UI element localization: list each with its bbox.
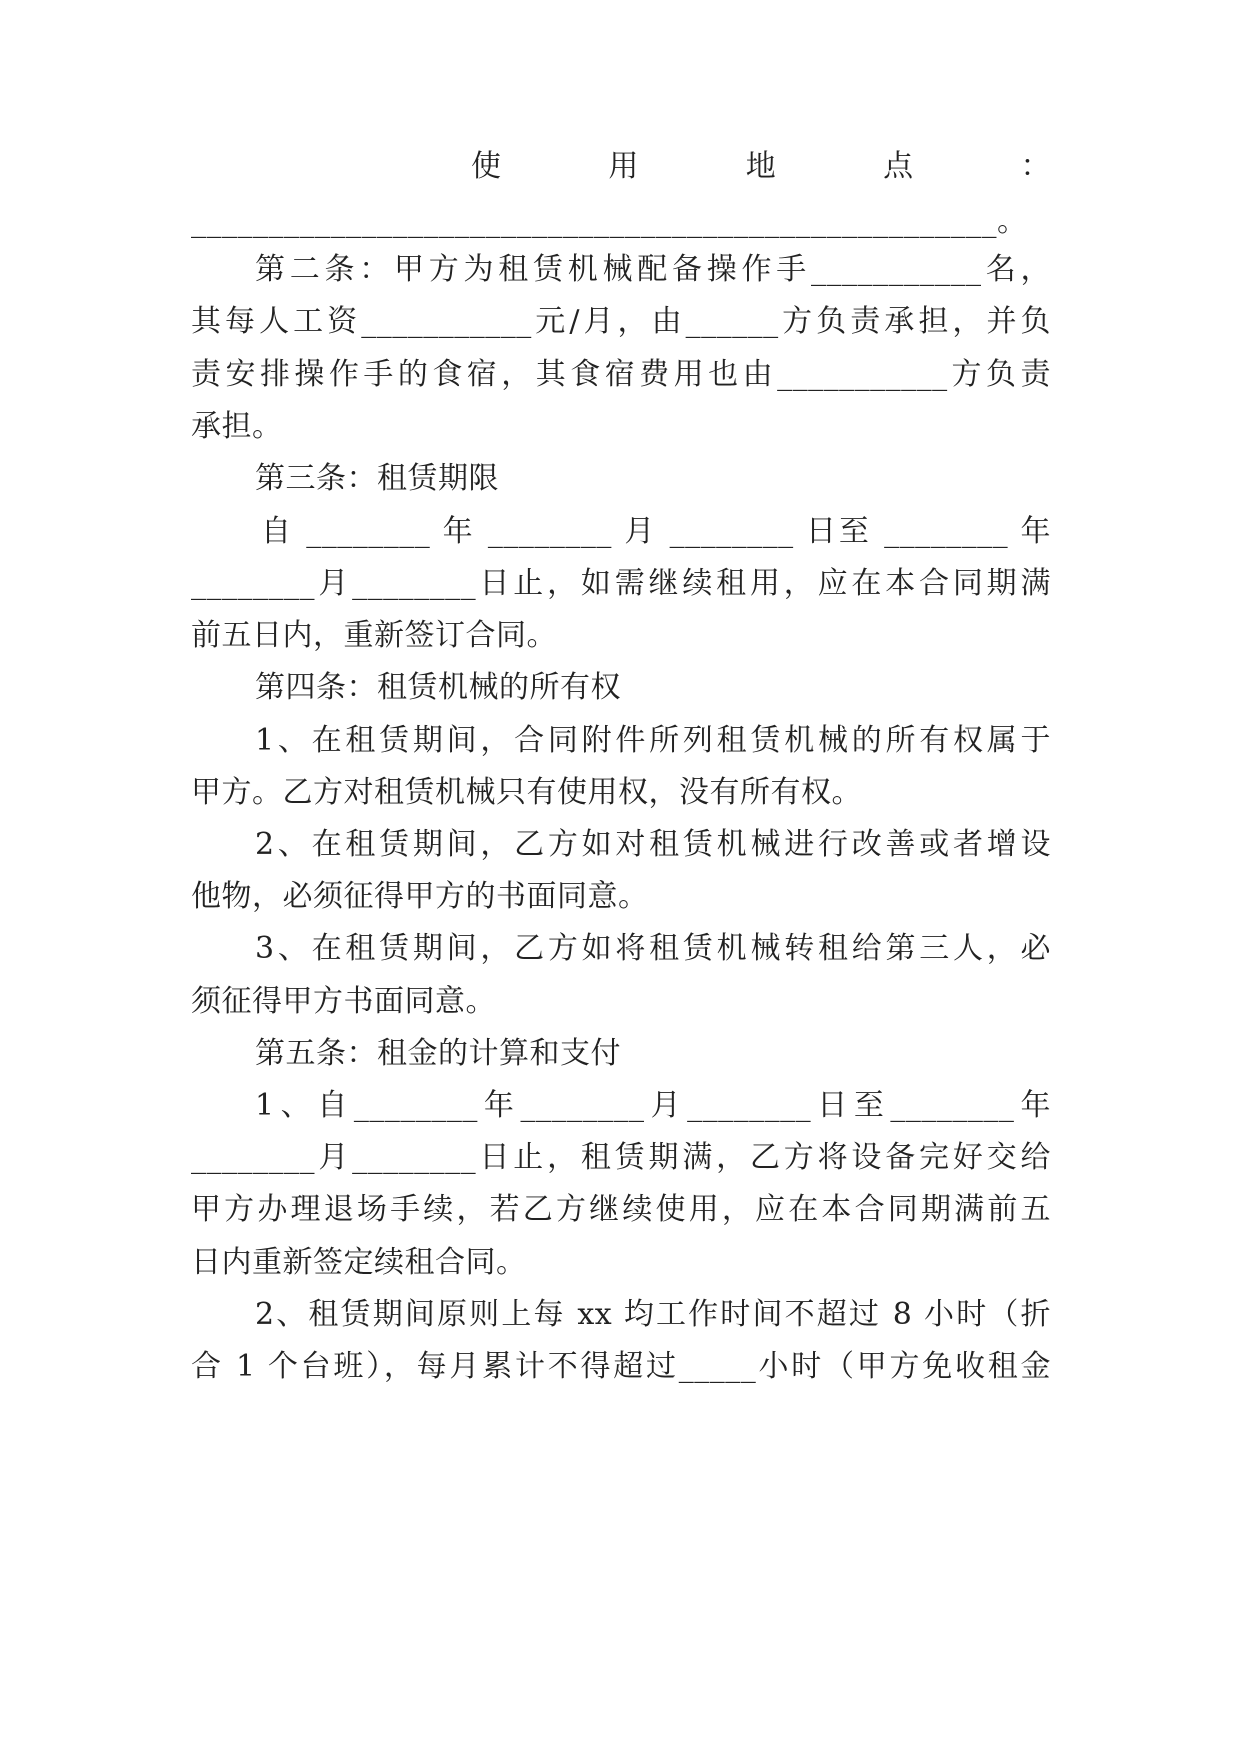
article-4-item-1-line-1: 1、在租赁期间，合同附件所列租赁机械的所有权属于 <box>255 723 1051 758</box>
article-4-item-2-line-1: 2、在租赁期间，乙方如对租赁机械进行改善或者增设 <box>255 827 1051 862</box>
article-4-heading: 第四条：租赁机械的所有权 <box>255 670 621 705</box>
article-3-line-1: 自 ________ 年 ________ 月 ________ 日至 ________ 年 <box>261 514 1051 549</box>
article-4-item-3-line-2: 须征得甲方书面同意。 <box>191 984 496 1019</box>
article-4-item-3-line-1: 3、在租赁期间，乙方如将租赁机械转租给第三人，必 <box>255 931 1051 966</box>
usage-location-blank: ____________________________________________________。 <box>191 204 1028 239</box>
article-2-line-4: 承担。 <box>191 409 283 444</box>
document-page <box>191 0 1051 1754</box>
usage-location-label: 使 用 地 点 ： <box>471 149 1051 184</box>
article-5-item-2-line-1: 2、租赁期间原则上每 xx 均工作时间不超过 8 小时（折 <box>255 1297 1051 1332</box>
article-5-item-2-line-2: 合 1 个台班），每月累计不得超过_____小时（甲方免收租金 <box>191 1349 1051 1384</box>
article-5-item-1-line-1: 1、自________年________月________日至________年 <box>255 1088 1051 1123</box>
article-4-item-2-line-2: 他物，必须征得甲方的书面同意。 <box>191 879 649 914</box>
article-5-item-1-line-2: ________月________日止，租赁期满，乙方将设备完好交给 <box>191 1140 1051 1175</box>
article-4-item-1-line-2: 甲方。乙方对租赁机械只有使用权，没有所有权。 <box>191 775 862 810</box>
article-5-heading: 第五条：租金的计算和支付 <box>255 1036 621 1071</box>
article-3-heading: 第三条：租赁期限 <box>255 461 499 496</box>
article-2-line-3: 责安排操作手的食宿，其食宿费用也由___________方负责 <box>191 357 1051 392</box>
article-2-line-2: 其每人工资___________元/月，由______方负责承担，并负 <box>191 304 1051 339</box>
article-5-item-1-line-3: 甲方办理退场手续，若乙方继续使用，应在本合同期满前五 <box>191 1192 1051 1227</box>
article-3-line-3: 前五日内，重新签订合同。 <box>191 618 557 653</box>
article-2-line-1: 第二条：甲方为租赁机械配备操作手___________名， <box>255 252 1051 287</box>
article-3-line-2: ________月________日止，如需继续租用，应在本合同期满 <box>191 566 1051 601</box>
article-5-item-1-line-4: 日内重新签定续租合同。 <box>191 1245 527 1280</box>
